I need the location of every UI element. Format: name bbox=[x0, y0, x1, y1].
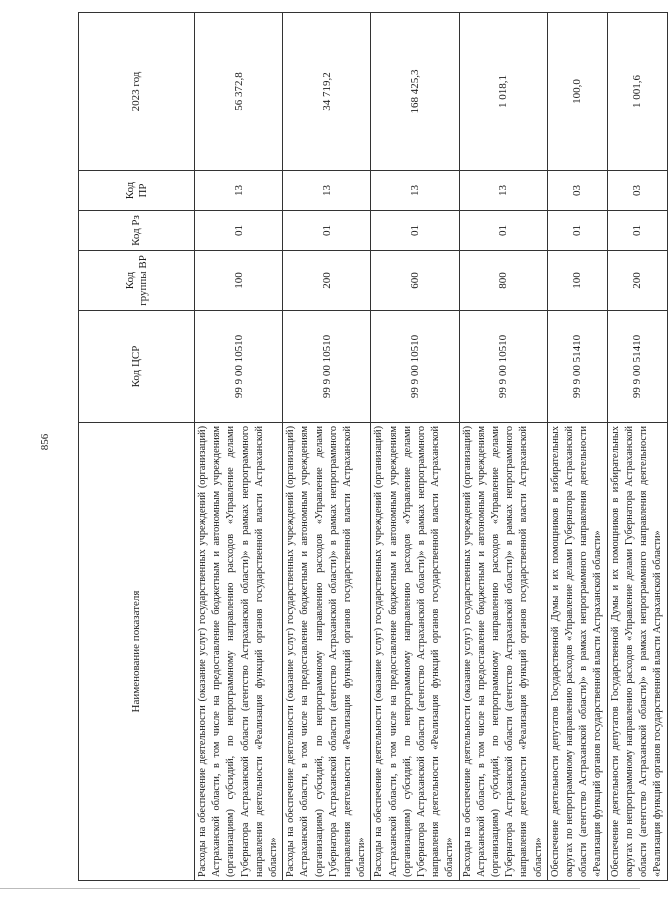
row-pr: 03 bbox=[607, 171, 667, 211]
budget-table-sheet bbox=[78, 13, 664, 881]
row-value: 34 719,2 bbox=[283, 13, 371, 171]
row-pr: 13 bbox=[459, 171, 547, 211]
row-rz: 01 bbox=[371, 211, 459, 251]
scan-bottom-edge bbox=[0, 888, 640, 889]
table-row bbox=[547, 13, 607, 881]
row-value: 1 001,6 bbox=[607, 13, 667, 171]
row-vr: 100 bbox=[547, 251, 607, 311]
row-pr: 13 bbox=[195, 171, 283, 211]
row-value: 1 018,1 bbox=[459, 13, 547, 171]
table-row bbox=[607, 13, 667, 881]
row-vr: 800 bbox=[459, 251, 547, 311]
row-rz: 01 bbox=[459, 211, 547, 251]
row-name: Обеспечение деятельности депутатов Государственной Думы и их помощников в избирательных округах по непрограммному направлению расходов «Управление делами Губернатора Астраханской области (агентство Астраханской области)» в рамках непрограммного направления деятельности «Реализация функций органов государственной власти Астраханской области» bbox=[607, 423, 667, 881]
row-csr: 99 9 00 10510 bbox=[283, 311, 371, 423]
row-rz: 01 bbox=[547, 211, 607, 251]
row-vr: 100 bbox=[195, 251, 283, 311]
header-vr: Код группы ВР bbox=[79, 251, 195, 311]
row-name: Расходы на обеспечение деятельности (оказание услуг) государственных учреждений (организаций) Астраханской области, в том числе на предоставление бюджетным и автономным учреждениям (организациям) субсидий, по непрограммному направлению расходов «Управление делами Губернатора Астраханской области (агентство Астраханской области)» в рамках непрограммного направления деятельности «Реализация функций органов государственной власти Астраханской области» bbox=[371, 423, 459, 881]
row-vr: 200 bbox=[283, 251, 371, 311]
header-year: 2023 год bbox=[79, 13, 195, 171]
row-csr: 99 9 00 51410 bbox=[607, 311, 667, 423]
row-pr: 13 bbox=[371, 171, 459, 211]
row-rz: 01 bbox=[195, 211, 283, 251]
row-csr: 99 9 00 10510 bbox=[459, 311, 547, 423]
header-rz: Код Рз bbox=[79, 211, 195, 251]
table-row bbox=[283, 13, 371, 881]
table-row bbox=[371, 13, 459, 881]
header-csr: Код ЦСР bbox=[79, 311, 195, 423]
budget-table bbox=[78, 12, 668, 881]
row-name: Расходы на обеспечение деятельности (оказание услуг) государственных учреждений (организаций) Астраханской области, в том числе на предоставление бюджетным и автономным учреждениям (организациям) субсидий, по непрограммному направлению расходов «Управление делами Губернатора Астраханской области (агентство Астраханской области)» в рамках непрограммного направления деятельности «Реализация функций органов государственной власти Астраханской области» bbox=[459, 423, 547, 881]
row-pr: 13 bbox=[283, 171, 371, 211]
header-name: Наименование показателя bbox=[79, 423, 195, 881]
page-number: 856 bbox=[39, 433, 51, 451]
row-value: 56 372,8 bbox=[195, 13, 283, 171]
row-name: Обеспечение деятельности депутатов Государственной Думы и их помощников в избирательных округах по непрограммному направлению расходов «Управление делами Губернатора Астраханской области (агентство Астраханской области)» в рамках непрограммного направления деятельности «Реализация функций органов государственной власти Астраханской области» bbox=[547, 423, 607, 881]
row-value: 168 425,3 bbox=[371, 13, 459, 171]
row-vr: 600 bbox=[371, 251, 459, 311]
row-pr: 03 bbox=[547, 171, 607, 211]
row-csr: 99 9 00 10510 bbox=[195, 311, 283, 423]
row-name: Расходы на обеспечение деятельности (оказание услуг) государственных учреждений (организаций) Астраханской области, в том числе на предоставление бюджетным и автономным учреждениям (организациям) субсидий, по непрограммному направлению расходов «Управление делами Губернатора Астраханской области (агентство Астраханской области)» в рамках непрограммного направления деятельности «Реализация функций органов государственной власти Астраханской области» bbox=[283, 423, 371, 881]
row-rz: 01 bbox=[607, 211, 667, 251]
row-csr: 99 9 00 51410 bbox=[547, 311, 607, 423]
row-vr: 200 bbox=[607, 251, 667, 311]
table-row bbox=[195, 13, 283, 881]
table-header-row bbox=[79, 13, 195, 881]
row-name: Расходы на обеспечение деятельности (оказание услуг) государственных учреждений (организаций) Астраханской области, в том числе на предоставление бюджетным и автономным учреждениям (организациям) субсидий, по непрограммному направлению расходов «Управление делами Губернатора Астраханской области (агентство Астраханской области)» в рамках непрограммного направления деятельности «Реализация функций органов государственной власти Астраханской области» bbox=[195, 423, 283, 881]
header-pr: Код ПР bbox=[79, 171, 195, 211]
table-row bbox=[459, 13, 547, 881]
row-value: 100,0 bbox=[547, 13, 607, 171]
row-rz: 01 bbox=[283, 211, 371, 251]
row-csr: 99 9 00 10510 bbox=[371, 311, 459, 423]
